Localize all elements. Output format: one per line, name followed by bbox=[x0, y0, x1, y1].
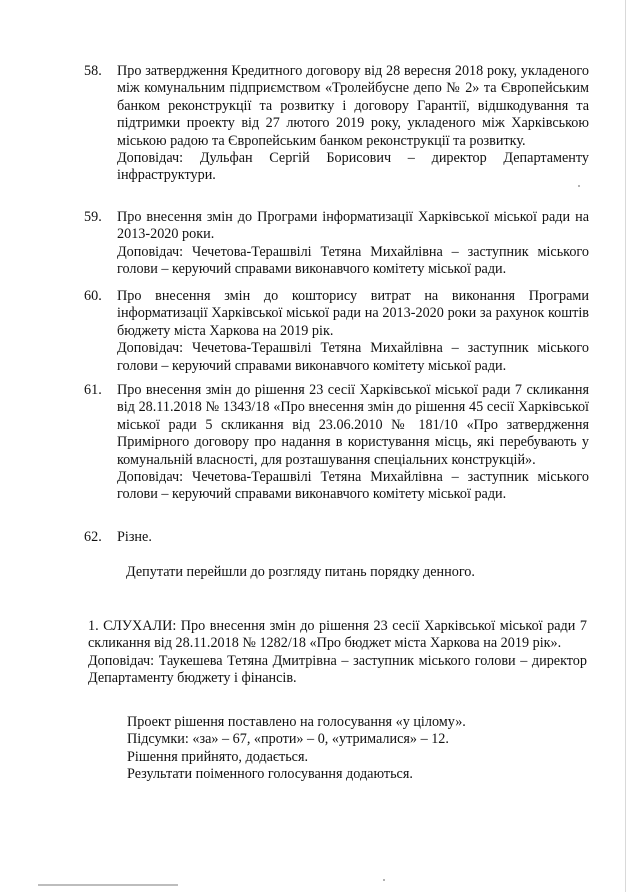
scan-speck bbox=[578, 185, 580, 187]
vote-line-decision: Рішення прийнято, додається. bbox=[127, 748, 309, 765]
heard-section bbox=[88, 618, 587, 688]
agenda-item-text: Про внесення змін до кошторису витрат на виконання Програми інформатизації Харківської міської ради на 2013-2020 роки за рахунок коштів бюджету міста Харкова на 2019 рік. bbox=[117, 288, 589, 339]
vote-line-roll-call: Результати поіменного голосування додаються. bbox=[127, 766, 413, 783]
agenda-item-reporter: Доповідач: Чечетова-Терашвілі Тетяна Михайлівна – заступник міського голови – керуючий справами виконавчого комітету міської ради. bbox=[117, 469, 589, 503]
heard-reporter: Доповідач: Таукешева Тетяна Дмитрівна – заступник міського голови – директор Департаменту бюджету і фінансів. bbox=[88, 652, 587, 687]
agenda-item-text: Про затвердження Кредитного договору від 28 вересня 2018 року, укладеного між комунальним підприємством «Тролейбусне депо № 2» та Європейським банком реконструкції та розвитку і договору Гарантії, відшкодування та підтримки проекту від 27 лютого 2019 року, укладеного між Харківською міською радою та Європейським банком реконструкції та розвитку. bbox=[117, 63, 589, 149]
agenda-item-text: Різне. bbox=[117, 529, 152, 545]
vote-line-totals: Підсумки: «за» – 67, «проти» – 0, «утрималися» – 12. bbox=[127, 731, 449, 748]
agenda-item-58 bbox=[84, 63, 589, 185]
agenda-item-number: 62. bbox=[84, 529, 102, 545]
transition-note: Депутати перейшли до розгляду питань порядку денного. bbox=[126, 564, 475, 580]
agenda-item-61 bbox=[84, 382, 589, 504]
agenda-item-59 bbox=[84, 209, 589, 279]
agenda-item-number: 59. bbox=[84, 209, 102, 225]
agenda-item-text: Про внесення змін до Програми інформатизації Харківської міської ради на 2013-2020 роки. bbox=[117, 209, 589, 243]
agenda-item-number: 61. bbox=[84, 382, 102, 398]
agenda-item-number: 58. bbox=[84, 63, 102, 79]
vote-results bbox=[127, 714, 547, 784]
agenda-item-60 bbox=[84, 288, 589, 375]
agenda-item-reporter: Доповідач: Чечетова-Терашвілі Тетяна Михайлівна – заступник міського голови – керуючий справами виконавчого комітету міської ради. bbox=[117, 243, 589, 278]
vote-line-proposal: Проект рішення поставлено на голосування «у цілому». bbox=[127, 714, 466, 730]
scan-speck bbox=[383, 879, 385, 881]
heard-text: 1. СЛУХАЛИ: Про внесення змін до рішення 23 сесії Харківської міської ради 7 скликання від 28.11.2018 № 1282/18 «Про бюджет міста Харкова на 2019 рік». bbox=[88, 618, 587, 652]
agenda-item-reporter: Доповідач: Дульфан Сергій Борисович – директор Департаменту інфраструктури. bbox=[117, 150, 589, 184]
agenda-item-number: 60. bbox=[84, 288, 102, 304]
agenda-item-62 bbox=[84, 529, 589, 546]
scan-artifact-line bbox=[38, 884, 178, 886]
agenda-item-reporter: Доповідач: Чечетова-Терашвілі Тетяна Михайлівна – заступник міського голови – керуючий справами виконавчого комітету міської ради. bbox=[117, 340, 589, 374]
agenda-item-text: Про внесення змін до рішення 23 сесії Харківської міської ради 7 скликання від 28.11.2018 № 1343/18 «Про внесення змін до рішення 45 сесії Харківської міської ради 5 скликання від 23.06.2010 № 181/10 «Про затвердження Примірного договору про надання в користування місць, які перебувають у комунальній власності, для розташування спеціальних конструкцій». bbox=[117, 382, 589, 468]
